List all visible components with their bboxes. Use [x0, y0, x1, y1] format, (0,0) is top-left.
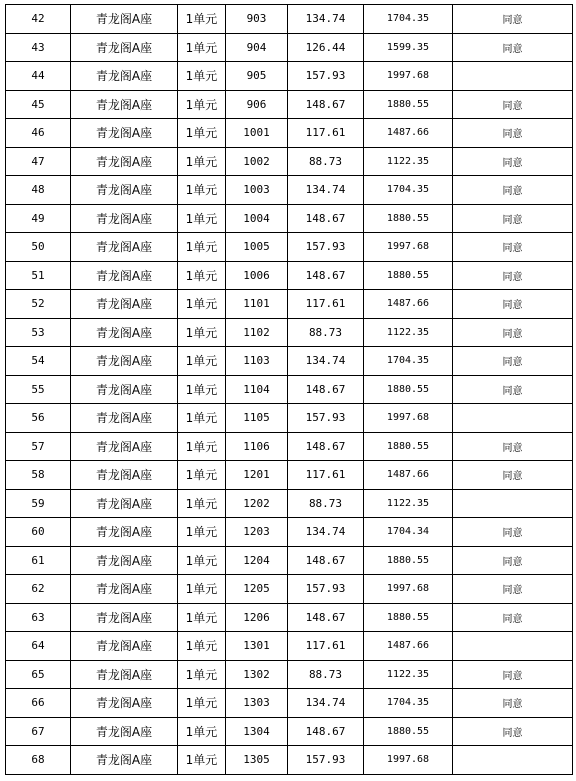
area-cell: 148.67: [288, 546, 364, 575]
unit-cell: 1单元: [178, 404, 226, 433]
table-row: [6, 489, 573, 518]
row-number-cell: 56: [6, 404, 71, 433]
row-number-cell: 46: [6, 119, 71, 148]
building-cell: 青龙阁A座: [71, 717, 178, 746]
area-cell: 88.73: [288, 489, 364, 518]
row-number-cell: 48: [6, 176, 71, 205]
opinion-cell: 同意: [453, 603, 573, 632]
building-cell: 青龙阁A座: [71, 90, 178, 119]
row-number-cell: 61: [6, 546, 71, 575]
row-number-cell: 47: [6, 147, 71, 176]
unit-cell: 1单元: [178, 546, 226, 575]
opinion-cell: 同意: [453, 204, 573, 233]
row-number-cell: 64: [6, 632, 71, 661]
row-number-cell: 54: [6, 347, 71, 376]
room-number-cell: 1205: [226, 575, 288, 604]
area-cell: 148.67: [288, 204, 364, 233]
building-cell: 青龙阁A座: [71, 233, 178, 262]
amount-cell: 1880.55: [364, 717, 453, 746]
area-cell: 134.74: [288, 176, 364, 205]
building-cell: 青龙阁A座: [71, 518, 178, 547]
unit-cell: 1单元: [178, 290, 226, 319]
unit-cell: 1单元: [178, 261, 226, 290]
row-number-cell: 58: [6, 461, 71, 490]
opinion-cell: 同意: [453, 518, 573, 547]
area-cell: 134.74: [288, 518, 364, 547]
table-row: [6, 546, 573, 575]
unit-cell: 1单元: [178, 461, 226, 490]
area-cell: 157.93: [288, 233, 364, 262]
opinion-cell: 同意: [453, 147, 573, 176]
amount-cell: 1997.68: [364, 233, 453, 262]
amount-cell: 1704.34: [364, 518, 453, 547]
row-number-cell: 45: [6, 90, 71, 119]
table-row: [6, 347, 573, 376]
table-row: [6, 62, 573, 91]
table-row: [6, 33, 573, 62]
amount-cell: 1487.66: [364, 290, 453, 319]
area-cell: 157.93: [288, 62, 364, 91]
area-cell: 148.67: [288, 375, 364, 404]
room-number-cell: 905: [226, 62, 288, 91]
unit-cell: 1单元: [178, 375, 226, 404]
unit-cell: 1单元: [178, 575, 226, 604]
unit-cell: 1单元: [178, 603, 226, 632]
room-number-cell: 1005: [226, 233, 288, 262]
row-number-cell: 68: [6, 746, 71, 775]
opinion-cell: 同意: [453, 717, 573, 746]
room-number-cell: 1202: [226, 489, 288, 518]
opinion-cell: 同意: [453, 432, 573, 461]
unit-cell: 1单元: [178, 204, 226, 233]
area-cell: 148.67: [288, 261, 364, 290]
building-cell: 青龙阁A座: [71, 603, 178, 632]
amount-cell: 1704.35: [364, 689, 453, 718]
unit-cell: 1单元: [178, 717, 226, 746]
building-cell: 青龙阁A座: [71, 660, 178, 689]
building-cell: 青龙阁A座: [71, 489, 178, 518]
table-row: [6, 689, 573, 718]
amount-cell: 1599.35: [364, 33, 453, 62]
opinion-cell: [453, 489, 573, 518]
opinion-cell: 同意: [453, 290, 573, 319]
area-cell: 134.74: [288, 347, 364, 376]
table-row: [6, 660, 573, 689]
row-number-cell: 63: [6, 603, 71, 632]
area-cell: 148.67: [288, 432, 364, 461]
area-cell: 88.73: [288, 660, 364, 689]
building-cell: 青龙阁A座: [71, 5, 178, 34]
row-number-cell: 52: [6, 290, 71, 319]
opinion-cell: 同意: [453, 119, 573, 148]
opinion-cell: [453, 632, 573, 661]
unit-cell: 1单元: [178, 5, 226, 34]
table-row: [6, 575, 573, 604]
owner-table: [5, 4, 573, 775]
building-cell: 青龙阁A座: [71, 432, 178, 461]
unit-cell: 1单元: [178, 489, 226, 518]
opinion-cell: 同意: [453, 575, 573, 604]
table-row: [6, 404, 573, 433]
row-number-cell: 55: [6, 375, 71, 404]
room-number-cell: 1103: [226, 347, 288, 376]
building-cell: 青龙阁A座: [71, 404, 178, 433]
unit-cell: 1单元: [178, 119, 226, 148]
building-cell: 青龙阁A座: [71, 575, 178, 604]
room-number-cell: 1203: [226, 518, 288, 547]
row-number-cell: 60: [6, 518, 71, 547]
room-number-cell: 1101: [226, 290, 288, 319]
room-number-cell: 1303: [226, 689, 288, 718]
unit-cell: 1单元: [178, 318, 226, 347]
amount-cell: 1122.35: [364, 660, 453, 689]
room-number-cell: 1104: [226, 375, 288, 404]
room-number-cell: 1302: [226, 660, 288, 689]
table-row: [6, 204, 573, 233]
table-row: [6, 233, 573, 262]
row-number-cell: 57: [6, 432, 71, 461]
building-cell: 青龙阁A座: [71, 347, 178, 376]
row-number-cell: 51: [6, 261, 71, 290]
area-cell: 148.67: [288, 717, 364, 746]
building-cell: 青龙阁A座: [71, 261, 178, 290]
room-number-cell: 1206: [226, 603, 288, 632]
area-cell: 117.61: [288, 290, 364, 319]
unit-cell: 1单元: [178, 233, 226, 262]
unit-cell: 1单元: [178, 176, 226, 205]
amount-cell: 1997.68: [364, 746, 453, 775]
area-cell: 126.44: [288, 33, 364, 62]
area-cell: 117.61: [288, 461, 364, 490]
area-cell: 117.61: [288, 632, 364, 661]
amount-cell: 1487.66: [364, 461, 453, 490]
table-row: [6, 290, 573, 319]
building-cell: 青龙阁A座: [71, 632, 178, 661]
owner-table-body: [6, 5, 573, 775]
row-number-cell: 62: [6, 575, 71, 604]
opinion-cell: 同意: [453, 347, 573, 376]
amount-cell: 1880.55: [364, 546, 453, 575]
building-cell: 青龙阁A座: [71, 176, 178, 205]
opinion-cell: 同意: [453, 318, 573, 347]
amount-cell: 1122.35: [364, 318, 453, 347]
room-number-cell: 1004: [226, 204, 288, 233]
unit-cell: 1单元: [178, 347, 226, 376]
opinion-cell: 同意: [453, 546, 573, 575]
room-number-cell: 1305: [226, 746, 288, 775]
table-row: [6, 90, 573, 119]
room-number-cell: 1201: [226, 461, 288, 490]
row-number-cell: 49: [6, 204, 71, 233]
amount-cell: 1122.35: [364, 147, 453, 176]
room-number-cell: 1002: [226, 147, 288, 176]
room-number-cell: 906: [226, 90, 288, 119]
building-cell: 青龙阁A座: [71, 204, 178, 233]
opinion-cell: 同意: [453, 5, 573, 34]
row-number-cell: 59: [6, 489, 71, 518]
table-row: [6, 375, 573, 404]
opinion-cell: 同意: [453, 689, 573, 718]
room-number-cell: 1003: [226, 176, 288, 205]
opinion-cell: 同意: [453, 375, 573, 404]
opinion-cell: 同意: [453, 461, 573, 490]
amount-cell: 1704.35: [364, 347, 453, 376]
table-row: [6, 119, 573, 148]
row-number-cell: 67: [6, 717, 71, 746]
table-row: [6, 432, 573, 461]
opinion-cell: 同意: [453, 233, 573, 262]
area-cell: 134.74: [288, 5, 364, 34]
unit-cell: 1单元: [178, 518, 226, 547]
table-row: [6, 632, 573, 661]
table-row: [6, 176, 573, 205]
amount-cell: 1704.35: [364, 176, 453, 205]
amount-cell: 1997.68: [364, 404, 453, 433]
area-cell: 148.67: [288, 90, 364, 119]
building-cell: 青龙阁A座: [71, 318, 178, 347]
room-number-cell: 1301: [226, 632, 288, 661]
area-cell: 117.61: [288, 119, 364, 148]
building-cell: 青龙阁A座: [71, 119, 178, 148]
unit-cell: 1单元: [178, 746, 226, 775]
table-row: [6, 518, 573, 547]
area-cell: 148.67: [288, 603, 364, 632]
building-cell: 青龙阁A座: [71, 746, 178, 775]
opinion-cell: 同意: [453, 660, 573, 689]
amount-cell: 1880.55: [364, 432, 453, 461]
room-number-cell: 1204: [226, 546, 288, 575]
area-cell: 88.73: [288, 318, 364, 347]
building-cell: 青龙阁A座: [71, 33, 178, 62]
building-cell: 青龙阁A座: [71, 62, 178, 91]
room-number-cell: 1001: [226, 119, 288, 148]
unit-cell: 1单元: [178, 62, 226, 91]
opinion-cell: 同意: [453, 261, 573, 290]
table-row: [6, 746, 573, 775]
room-number-cell: 1105: [226, 404, 288, 433]
amount-cell: 1487.66: [364, 632, 453, 661]
amount-cell: 1880.55: [364, 375, 453, 404]
opinion-cell: 同意: [453, 176, 573, 205]
area-cell: 134.74: [288, 689, 364, 718]
building-cell: 青龙阁A座: [71, 461, 178, 490]
room-number-cell: 903: [226, 5, 288, 34]
room-number-cell: 1106: [226, 432, 288, 461]
opinion-cell: 同意: [453, 33, 573, 62]
opinion-cell: 同意: [453, 90, 573, 119]
table-row: [6, 717, 573, 746]
row-number-cell: 42: [6, 5, 71, 34]
amount-cell: 1880.55: [364, 90, 453, 119]
unit-cell: 1单元: [178, 90, 226, 119]
amount-cell: 1997.68: [364, 62, 453, 91]
building-cell: 青龙阁A座: [71, 147, 178, 176]
opinion-cell: [453, 404, 573, 433]
row-number-cell: 44: [6, 62, 71, 91]
unit-cell: 1单元: [178, 660, 226, 689]
table-row: [6, 147, 573, 176]
building-cell: 青龙阁A座: [71, 290, 178, 319]
amount-cell: 1704.35: [364, 5, 453, 34]
room-number-cell: 1304: [226, 717, 288, 746]
row-number-cell: 43: [6, 33, 71, 62]
amount-cell: 1487.66: [364, 119, 453, 148]
opinion-cell: [453, 62, 573, 91]
building-cell: 青龙阁A座: [71, 546, 178, 575]
amount-cell: 1880.55: [364, 603, 453, 632]
room-number-cell: 904: [226, 33, 288, 62]
unit-cell: 1单元: [178, 33, 226, 62]
area-cell: 157.93: [288, 404, 364, 433]
table-row: [6, 261, 573, 290]
room-number-cell: 1102: [226, 318, 288, 347]
opinion-cell: [453, 746, 573, 775]
row-number-cell: 50: [6, 233, 71, 262]
table-row: [6, 603, 573, 632]
row-number-cell: 65: [6, 660, 71, 689]
amount-cell: 1880.55: [364, 261, 453, 290]
amount-cell: 1122.35: [364, 489, 453, 518]
building-cell: 青龙阁A座: [71, 689, 178, 718]
unit-cell: 1单元: [178, 147, 226, 176]
building-cell: 青龙阁A座: [71, 375, 178, 404]
area-cell: 88.73: [288, 147, 364, 176]
table-row: [6, 5, 573, 34]
row-number-cell: 66: [6, 689, 71, 718]
unit-cell: 1单元: [178, 632, 226, 661]
table-row: [6, 318, 573, 347]
row-number-cell: 53: [6, 318, 71, 347]
unit-cell: 1单元: [178, 689, 226, 718]
room-number-cell: 1006: [226, 261, 288, 290]
amount-cell: 1880.55: [364, 204, 453, 233]
table-row: [6, 461, 573, 490]
area-cell: 157.93: [288, 575, 364, 604]
unit-cell: 1单元: [178, 432, 226, 461]
area-cell: 157.93: [288, 746, 364, 775]
amount-cell: 1997.68: [364, 575, 453, 604]
